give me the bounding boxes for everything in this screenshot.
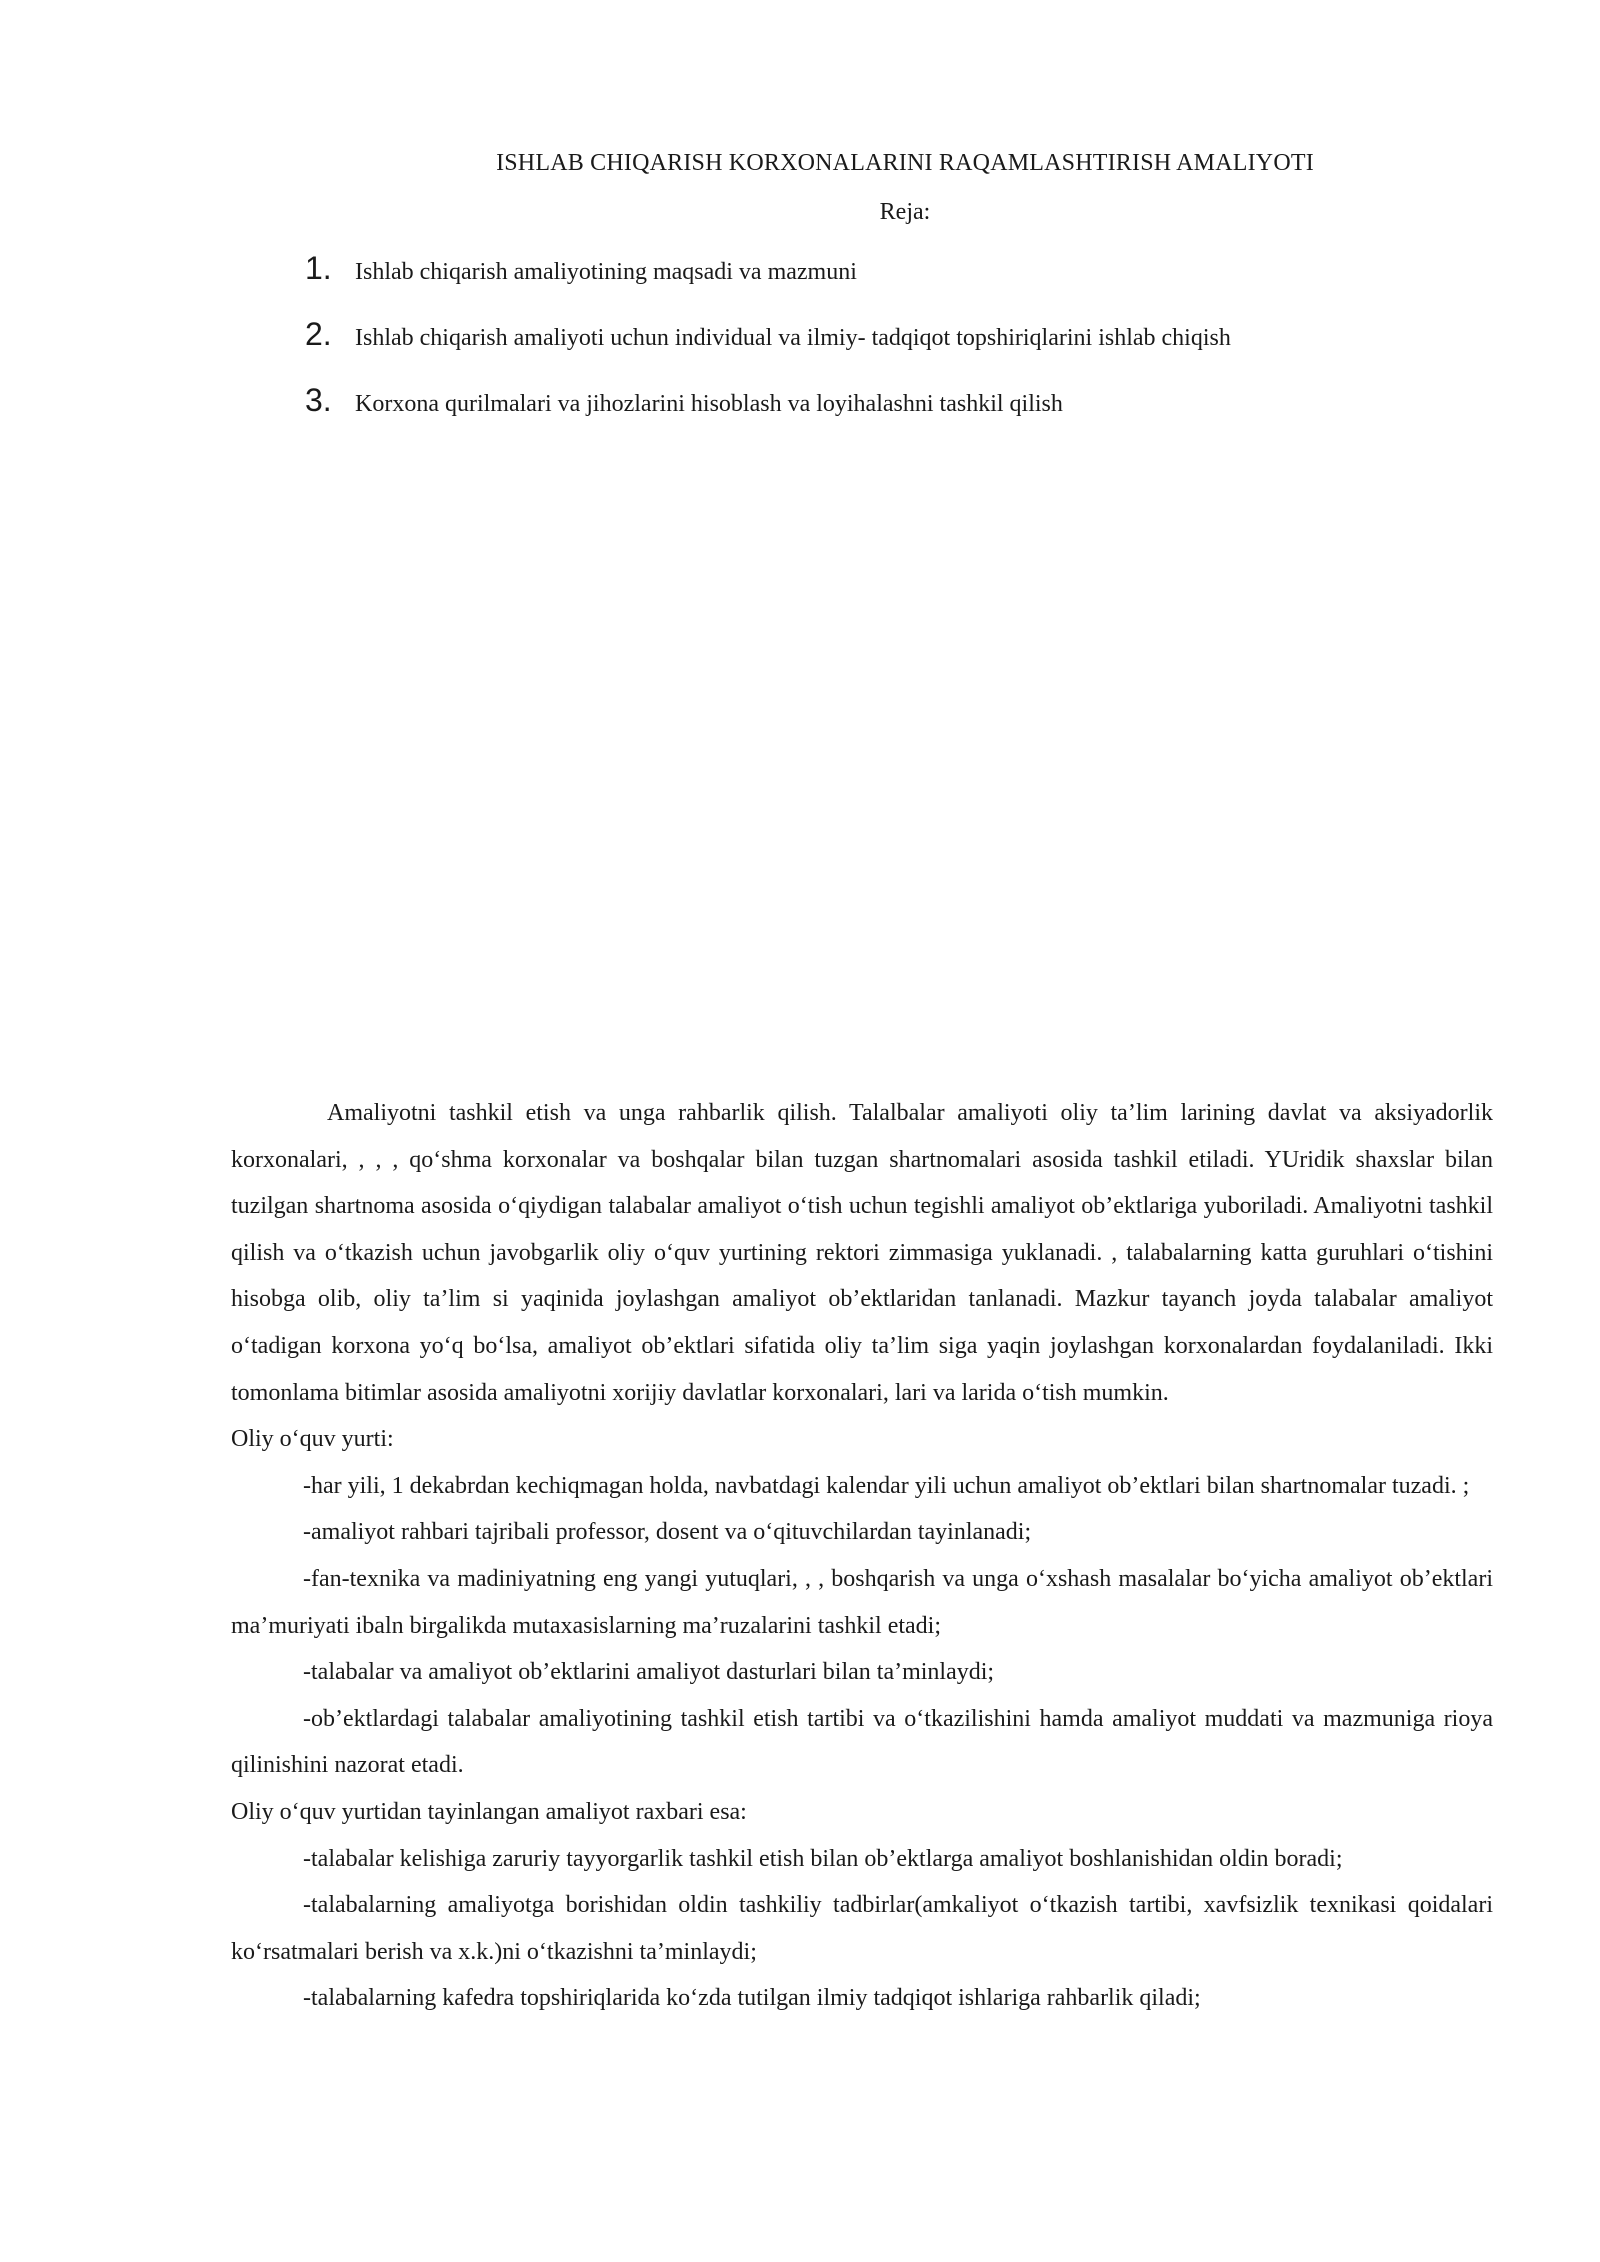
plan-heading: Reja:	[879, 199, 931, 225]
paragraph-bullet: -talabalarning kafedra topshiriqlarida ko‘zda tutilgan ilmiy tadqiqot ishlariga rahbarlik qiladi;	[303, 1985, 1201, 2012]
paragraph-bullet: -talabalar va amaliyot ob’ektlarini amaliyot dasturlari bilan ta’minlaydi;	[303, 1659, 995, 1686]
plan-list	[305, 250, 1505, 448]
document-title: ISHLAB CHIQARISH KORXONALARINI RAQAMLASHTIRISH AMALIYOTI	[496, 150, 1314, 176]
paragraph-bullet: -ob’ektlardagi talabalar amaliyotining tashkil etish tartibi va o‘tkazilishini hamda amaliyot muddati va mazmuniga rioya qilinishini nazorat etadi.	[231, 1705, 1493, 1779]
plan-item-text: Ishlab chiqarish amaliyotining maqsadi va mazmuni	[355, 259, 857, 285]
paragraph-bullet: -talabalarning amaliyotga borishidan oldin tashkiliy tadbirlar(amkaliyot o‘tkazish tartibi, xavfsizlik texnikasi qoidalari ko‘rsatmalari berish va x.k.)ni o‘tkazishni ta’minlaydi;	[231, 1892, 1493, 1965]
paragraph-bullet: -fan-texnika va madiniyatning eng yangi yutuqlari, , , boshqarish va unga o‘xshash masalalar bo‘yicha amaliyot ob’ektlari ma’muriyati ibaln birgalikda mutaxasislarning ma’ruzalarini tashkil etadi;	[231, 1565, 1493, 1639]
plan-item-number: 2.	[305, 316, 332, 352]
body-text	[231, 1090, 1493, 2022]
plan-item	[305, 382, 1505, 448]
paragraph-heading: Oliy o‘quv yurti:	[231, 1426, 394, 1453]
paragraph-intro: Amaliyotni tashkil etish va unga rahbarlik qilish. Talalbalar amaliyoti oliy ta’lim larining davlat va aksiyadorlik korxonalari, , , , qo‘shma korxonalar va boshqalar bilan tuzgan shartnomalari asosida tashkil etiladi. YUridik shaxslar bilan tuzilgan shartnoma asosida o‘qiydigan talabalar amaliyot o‘tish uchun tegishli amaliyot ob’ektlariga yuboriladi. Amaliyotni tashkil qilish va o‘tkazish uchun javobgarlik oliy o‘quv yurtining rektori zimmasiga yuklanadi. , talabalarning katta guruhlari o‘tishini hisobga olib, oliy ta’lim si yaqinida joylashgan amaliyot ob’ektlaridan tanlanadi. Mazkur tayanch joyda talabalar amaliyot o‘tadigan korxona yo‘q bo‘lsa, amaliyot ob’ektlari sifatida oliy ta’lim siga yaqin joylashgan korxonalardan foydalaniladi. Ikki tomonlama bitimlar asosida amaliyotni xorijiy davlatlar korxonalari, lari va larida o‘tish mumkin.	[231, 1100, 1493, 1406]
plan-item-text: Korxona qurilmalari va jihozlarini hisoblash va loyihalashni tashkil qilish	[355, 391, 1063, 417]
paragraph-bullet: -amaliyot rahbari tajribali professor, dosent va o‘qituvchilardan tayinlanadi;	[303, 1519, 1032, 1546]
paragraph-bullet: -talabalar kelishiga zaruriy tayyorgarlik tashkil etish bilan ob’ektlarga amaliyot boshlanishidan oldin boradi;	[303, 1845, 1343, 1872]
paragraph-heading: Oliy o‘quv yurtidan tayinlangan amaliyot raxbari esa:	[231, 1798, 747, 1825]
plan-item-number: 3.	[305, 382, 332, 418]
plan-item-text: Ishlab chiqarish amaliyoti uchun individual va ilmiy- tadqiqot topshiriqlarini ishlab chiqish	[355, 325, 1231, 351]
plan-item-number: 1.	[305, 250, 332, 286]
paragraph-bullet: -har yili, 1 dekabrdan kechiqmagan holda, navbatdagi kalendar yili uchun amaliyot ob’ektlari bilan shartnomalar tuzadi. ;	[303, 1472, 1470, 1499]
plan-item	[305, 250, 1505, 316]
plan-item	[305, 316, 1505, 382]
